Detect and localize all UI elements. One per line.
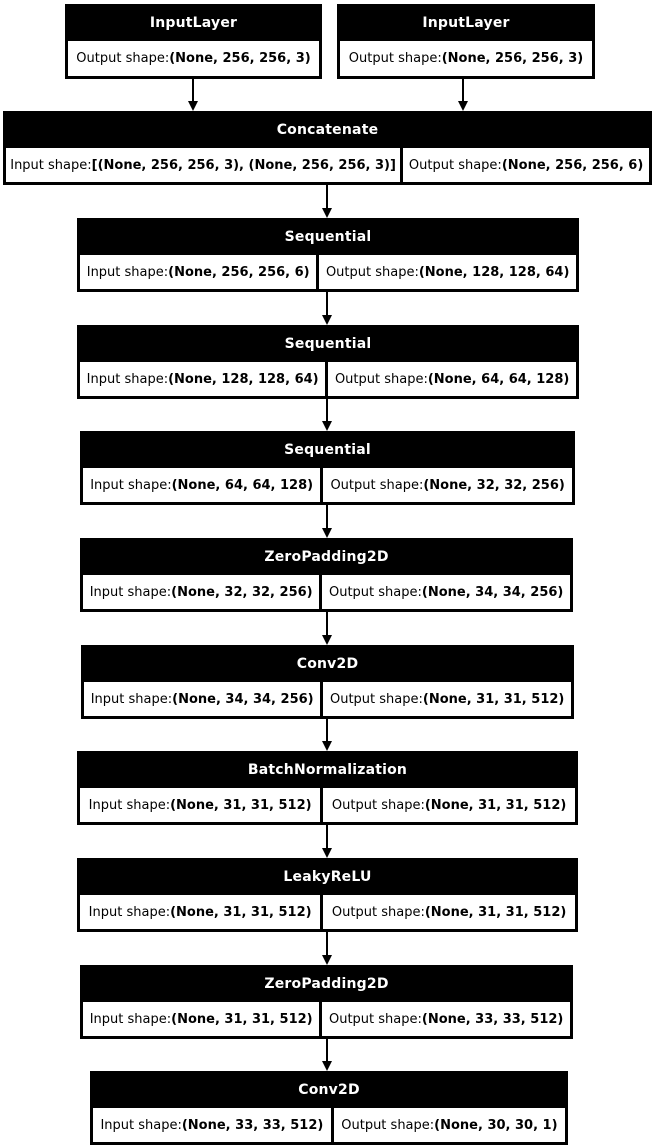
input-shape-cell [80,362,325,396]
shape-label: Output shape: [329,691,423,707]
arrow-head [322,1061,332,1071]
node-conv2d-1 [81,645,574,719]
output-shape-cell [334,1108,565,1142]
output-shape-cell [403,148,649,182]
shape-row [80,255,576,289]
shape-label: Output shape: [331,797,425,813]
node-inputlayer-2 [337,4,595,79]
input-shape-cell [84,682,320,716]
input-shape-cell [83,468,320,502]
shape-label: Output shape: [408,157,502,173]
arrow-shaft [326,932,328,956]
shape-row [93,1108,565,1142]
shape-row [80,788,575,822]
edge-zeropadding2-to-conv2 [322,1039,332,1071]
shape-value: (None, 256, 256, 6) [501,157,644,173]
shape-label: Output shape: [341,1117,435,1133]
shape-value: (None, 31, 31, 512) [424,797,567,813]
edge-sequential3-to-zeropadding1 [322,505,332,538]
input-shape-cell [80,895,320,929]
shape-value: (None, 31, 31, 512) [424,904,567,920]
node-inputlayer-1 [65,4,322,79]
node-leakyrelu [77,858,578,932]
edge-concatenate-to-sequential1 [322,185,332,218]
shape-label: Output shape: [328,1011,422,1027]
shape-label: Input shape: [88,797,171,813]
node-batchnormalization [77,751,578,825]
shape-value: (None, 256, 256, 3) [441,51,584,66]
arrow-head [322,528,332,538]
edge-input1-to-concatenate [188,79,198,111]
shape-label: Output shape: [348,51,442,66]
input-shape-cell [83,575,319,609]
edge-zeropadding1-to-conv1 [322,612,332,645]
shape-value: (None, 64, 64, 128) [427,371,570,387]
shape-label: Input shape: [10,157,92,173]
edge-conv1-to-batchnorm [322,719,332,751]
shape-label: Input shape: [86,264,169,280]
shape-row [6,148,649,182]
shape-label: Output shape: [334,371,428,387]
arrow-shaft [326,399,328,422]
output-shape-cell [323,788,575,822]
arrow-shaft [326,825,328,849]
shape-value: (None, 33, 33, 512) [421,1011,564,1027]
output-shape-cell [68,41,319,76]
shape-label: Input shape: [100,1117,182,1133]
arrow-shaft [326,1039,328,1062]
shape-label: Input shape: [89,584,172,600]
arrow-shaft [326,292,328,316]
shape-value: (None, 31, 31, 512) [171,1011,313,1027]
shape-label: Input shape: [86,371,169,387]
output-shape-cell [328,362,576,396]
shape-value: (None, 31, 31, 512) [170,797,312,813]
shape-label: Output shape: [330,477,424,493]
shape-value: (None, 31, 31, 512) [170,904,312,920]
node-sequential-1 [77,218,579,292]
arrow-head [188,101,198,111]
output-shape-cell [323,895,575,929]
shape-value: (None, 256, 256, 6) [168,264,310,280]
shape-row [80,362,576,396]
input-shape-cell [6,148,400,182]
shape-value: (None, 64, 64, 128) [171,477,314,493]
layer-title: Sequential [284,229,372,245]
arrow-shaft [326,612,328,636]
arrow-head [322,421,332,431]
shape-row [84,682,571,716]
arrow-head [322,635,332,645]
shape-value: (None, 32, 32, 256) [423,477,565,493]
layer-title: Concatenate [276,122,379,138]
shape-row [83,1002,570,1036]
arrow-head [322,848,332,858]
shape-value: (None, 30, 30, 1) [434,1117,558,1133]
shape-value: (None, 34, 34, 256) [172,691,314,707]
arrow-shaft [326,719,328,742]
shape-row [340,41,592,76]
node-sequential-2 [77,325,579,399]
input-shape-cell [80,788,320,822]
arrow-head [458,101,468,111]
output-shape-cell [323,682,571,716]
output-shape-cell [322,1002,570,1036]
shape-label: Input shape: [89,1011,172,1027]
shape-label: Output shape: [325,264,419,280]
layer-title: Sequential [284,442,371,458]
shape-value: (None, 256, 256, 3) [169,51,311,66]
layer-title: Sequential [284,336,372,352]
arrow-head [322,741,332,751]
output-shape-cell [319,255,576,289]
shape-row [83,468,572,502]
layer-title: InputLayer [422,15,510,31]
layer-title: Conv2D [298,1082,360,1098]
shape-value: (None, 128, 128, 64) [168,371,319,387]
arrow-shaft [192,79,194,102]
output-shape-cell [323,468,572,502]
node-sequential-3 [80,431,575,505]
shape-value: [(None, 256, 256, 3), (None, 256, 256, 3)] [91,157,396,173]
arrow-shaft [326,505,328,529]
edge-input2-to-concatenate [458,79,468,111]
shape-label: Output shape: [331,904,425,920]
shape-label: Input shape: [88,904,171,920]
shape-value: (None, 32, 32, 256) [171,584,313,600]
output-shape-cell [340,41,592,76]
edge-batchnorm-to-leakyrelu [322,825,332,858]
shape-row [68,41,319,76]
shape-label: Output shape: [76,51,170,66]
layer-title: ZeroPadding2D [264,549,389,565]
edge-sequential2-to-sequential3 [322,399,332,431]
node-concatenate [3,111,652,185]
layer-title: InputLayer [149,15,238,31]
edge-sequential1-to-sequential2 [322,292,332,325]
input-shape-cell [80,255,316,289]
arrow-shaft [462,79,464,102]
node-zeropadding2d-2 [80,965,573,1039]
shape-value: (None, 128, 128, 64) [418,264,570,280]
node-zeropadding2d-1 [80,538,573,612]
shape-row [83,575,570,609]
arrow-head [322,315,332,325]
input-shape-cell [83,1002,319,1036]
shape-row [80,895,575,929]
shape-value: (None, 31, 31, 512) [422,691,565,707]
arrow-head [322,955,332,965]
layer-title: BatchNormalization [247,762,408,778]
node-conv2d-2 [90,1071,568,1145]
layer-title: ZeroPadding2D [264,976,389,992]
shape-label: Input shape: [90,691,173,707]
shape-value: (None, 34, 34, 256) [421,584,564,600]
layer-title: LeakyReLU [283,869,372,885]
layer-title: Conv2D [296,656,359,672]
shape-label: Input shape: [90,477,172,493]
arrow-shaft [326,185,328,209]
arrow-head [322,208,332,218]
shape-label: Output shape: [328,584,422,600]
edge-leakyrelu-to-zeropadding2 [322,932,332,965]
shape-value: (None, 33, 33, 512) [181,1117,324,1133]
input-shape-cell [93,1108,331,1142]
output-shape-cell [322,575,570,609]
